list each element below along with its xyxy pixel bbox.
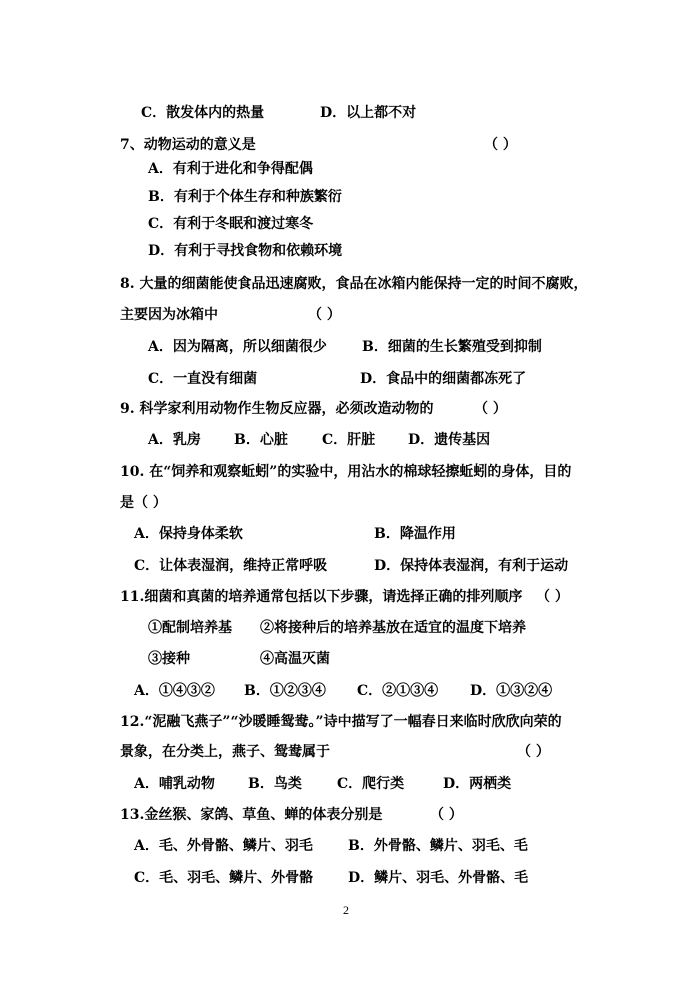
text-line: 12.“泥融飞燕子”“沙暖睡鸳鸯。”诗中描写了一幅春日来临时欣欣向荣的 bbox=[120, 714, 562, 730]
text-line: C．肝脏 bbox=[322, 432, 376, 448]
text-line: D．①③②④ bbox=[470, 683, 553, 699]
text-line: B．①②③④ bbox=[244, 683, 326, 699]
text-line: D．有利于寻找食物和依赖环境 bbox=[148, 243, 343, 259]
text-line: D．食品中的细菌都冻死了 bbox=[360, 371, 527, 387]
text-line: A．①④③② bbox=[134, 683, 215, 699]
text-line: B．降温作用 bbox=[374, 526, 456, 542]
text-line: B．鸟类 bbox=[248, 776, 302, 792]
text-line: 是（ ） bbox=[120, 495, 167, 511]
text-line: C．爬行类 bbox=[337, 776, 405, 792]
text-line: 主要因为冰箱中 bbox=[120, 307, 218, 323]
text-line: （ ） bbox=[430, 807, 463, 823]
text-line: A．哺乳动物 bbox=[134, 776, 215, 792]
text-line: （ ） bbox=[308, 307, 341, 323]
text-line: A．因为隔离，所以细菌很少 bbox=[148, 339, 327, 355]
text-line: ①配制培养基 bbox=[148, 620, 232, 636]
text-line: 11.细菌和真菌的培养通常包括以下步骤，请选择正确的排列顺序 bbox=[120, 589, 523, 605]
text-line: （ ） bbox=[536, 589, 569, 605]
text-line: C．让体表湿润，维持正常呼吸 bbox=[134, 558, 328, 574]
text-line: D．保持体表湿润，有利于运动 bbox=[374, 558, 569, 574]
text-line: A．乳房 bbox=[148, 432, 201, 448]
text-line: C．一直没有细菌 bbox=[148, 371, 258, 387]
text-line: ②将接种后的培养基放在适宜的温度下培养 bbox=[260, 620, 526, 636]
text-line: C．散发体内的热量 bbox=[141, 105, 265, 121]
text-line: 13.金丝猴、家鸽、草鱼、蝉的体表分别是 bbox=[120, 807, 383, 823]
text-line: A．有利于进化和争得配偶 bbox=[148, 161, 313, 177]
text-line: （ ） bbox=[474, 401, 507, 417]
text-line: B．细菌的生长繁殖受到抑制 bbox=[362, 339, 542, 355]
text-line: D．以上都不对 bbox=[320, 105, 417, 121]
text-line: ③接种 bbox=[148, 651, 190, 667]
text-line: C．毛、羽毛、鳞片、外骨骼 bbox=[134, 870, 314, 886]
text-line: ④高温灭菌 bbox=[260, 651, 330, 667]
text-line: D．两栖类 bbox=[443, 776, 512, 792]
text-line: C．有利于冬眠和渡过寒冬 bbox=[148, 216, 314, 232]
text-line: 景象，在分类上，燕子、鸳鸯属于 bbox=[120, 744, 330, 760]
text-line: A．保持身体柔软 bbox=[134, 526, 243, 542]
text-line: B．心脏 bbox=[234, 432, 288, 448]
text-line: B．有利于个体生存和种族繁衍 bbox=[148, 189, 342, 205]
text-line: 10. 在“饲养和观察蚯蚓”的实验中，用沾水的棉球轻擦蚯蚓的身体，目的 bbox=[120, 464, 572, 480]
text-line: A．毛、外骨骼、鳞片、羽毛 bbox=[134, 838, 313, 854]
text-line: C．②①③④ bbox=[357, 683, 439, 699]
text-line: 7、动物运动的意义是 bbox=[120, 137, 256, 153]
text-line: D．鳞片、羽毛、外骨骼、毛 bbox=[348, 870, 529, 886]
text-line: 8. 大量的细菌能使食品迅速腐败，食品在冰箱内能保持一定的时间不腐败， bbox=[120, 276, 588, 292]
text-line: 9. 科学家利用动物作生物反应器，必须改造动物的 bbox=[120, 401, 434, 417]
text-line: B．外骨骼、鳞片、羽毛、毛 bbox=[348, 838, 528, 854]
page-number: 2 bbox=[343, 903, 349, 917]
text-line: D．遗传基因 bbox=[408, 432, 491, 448]
text-line: （ ） bbox=[517, 744, 550, 760]
text-line: （ ） bbox=[484, 137, 517, 153]
